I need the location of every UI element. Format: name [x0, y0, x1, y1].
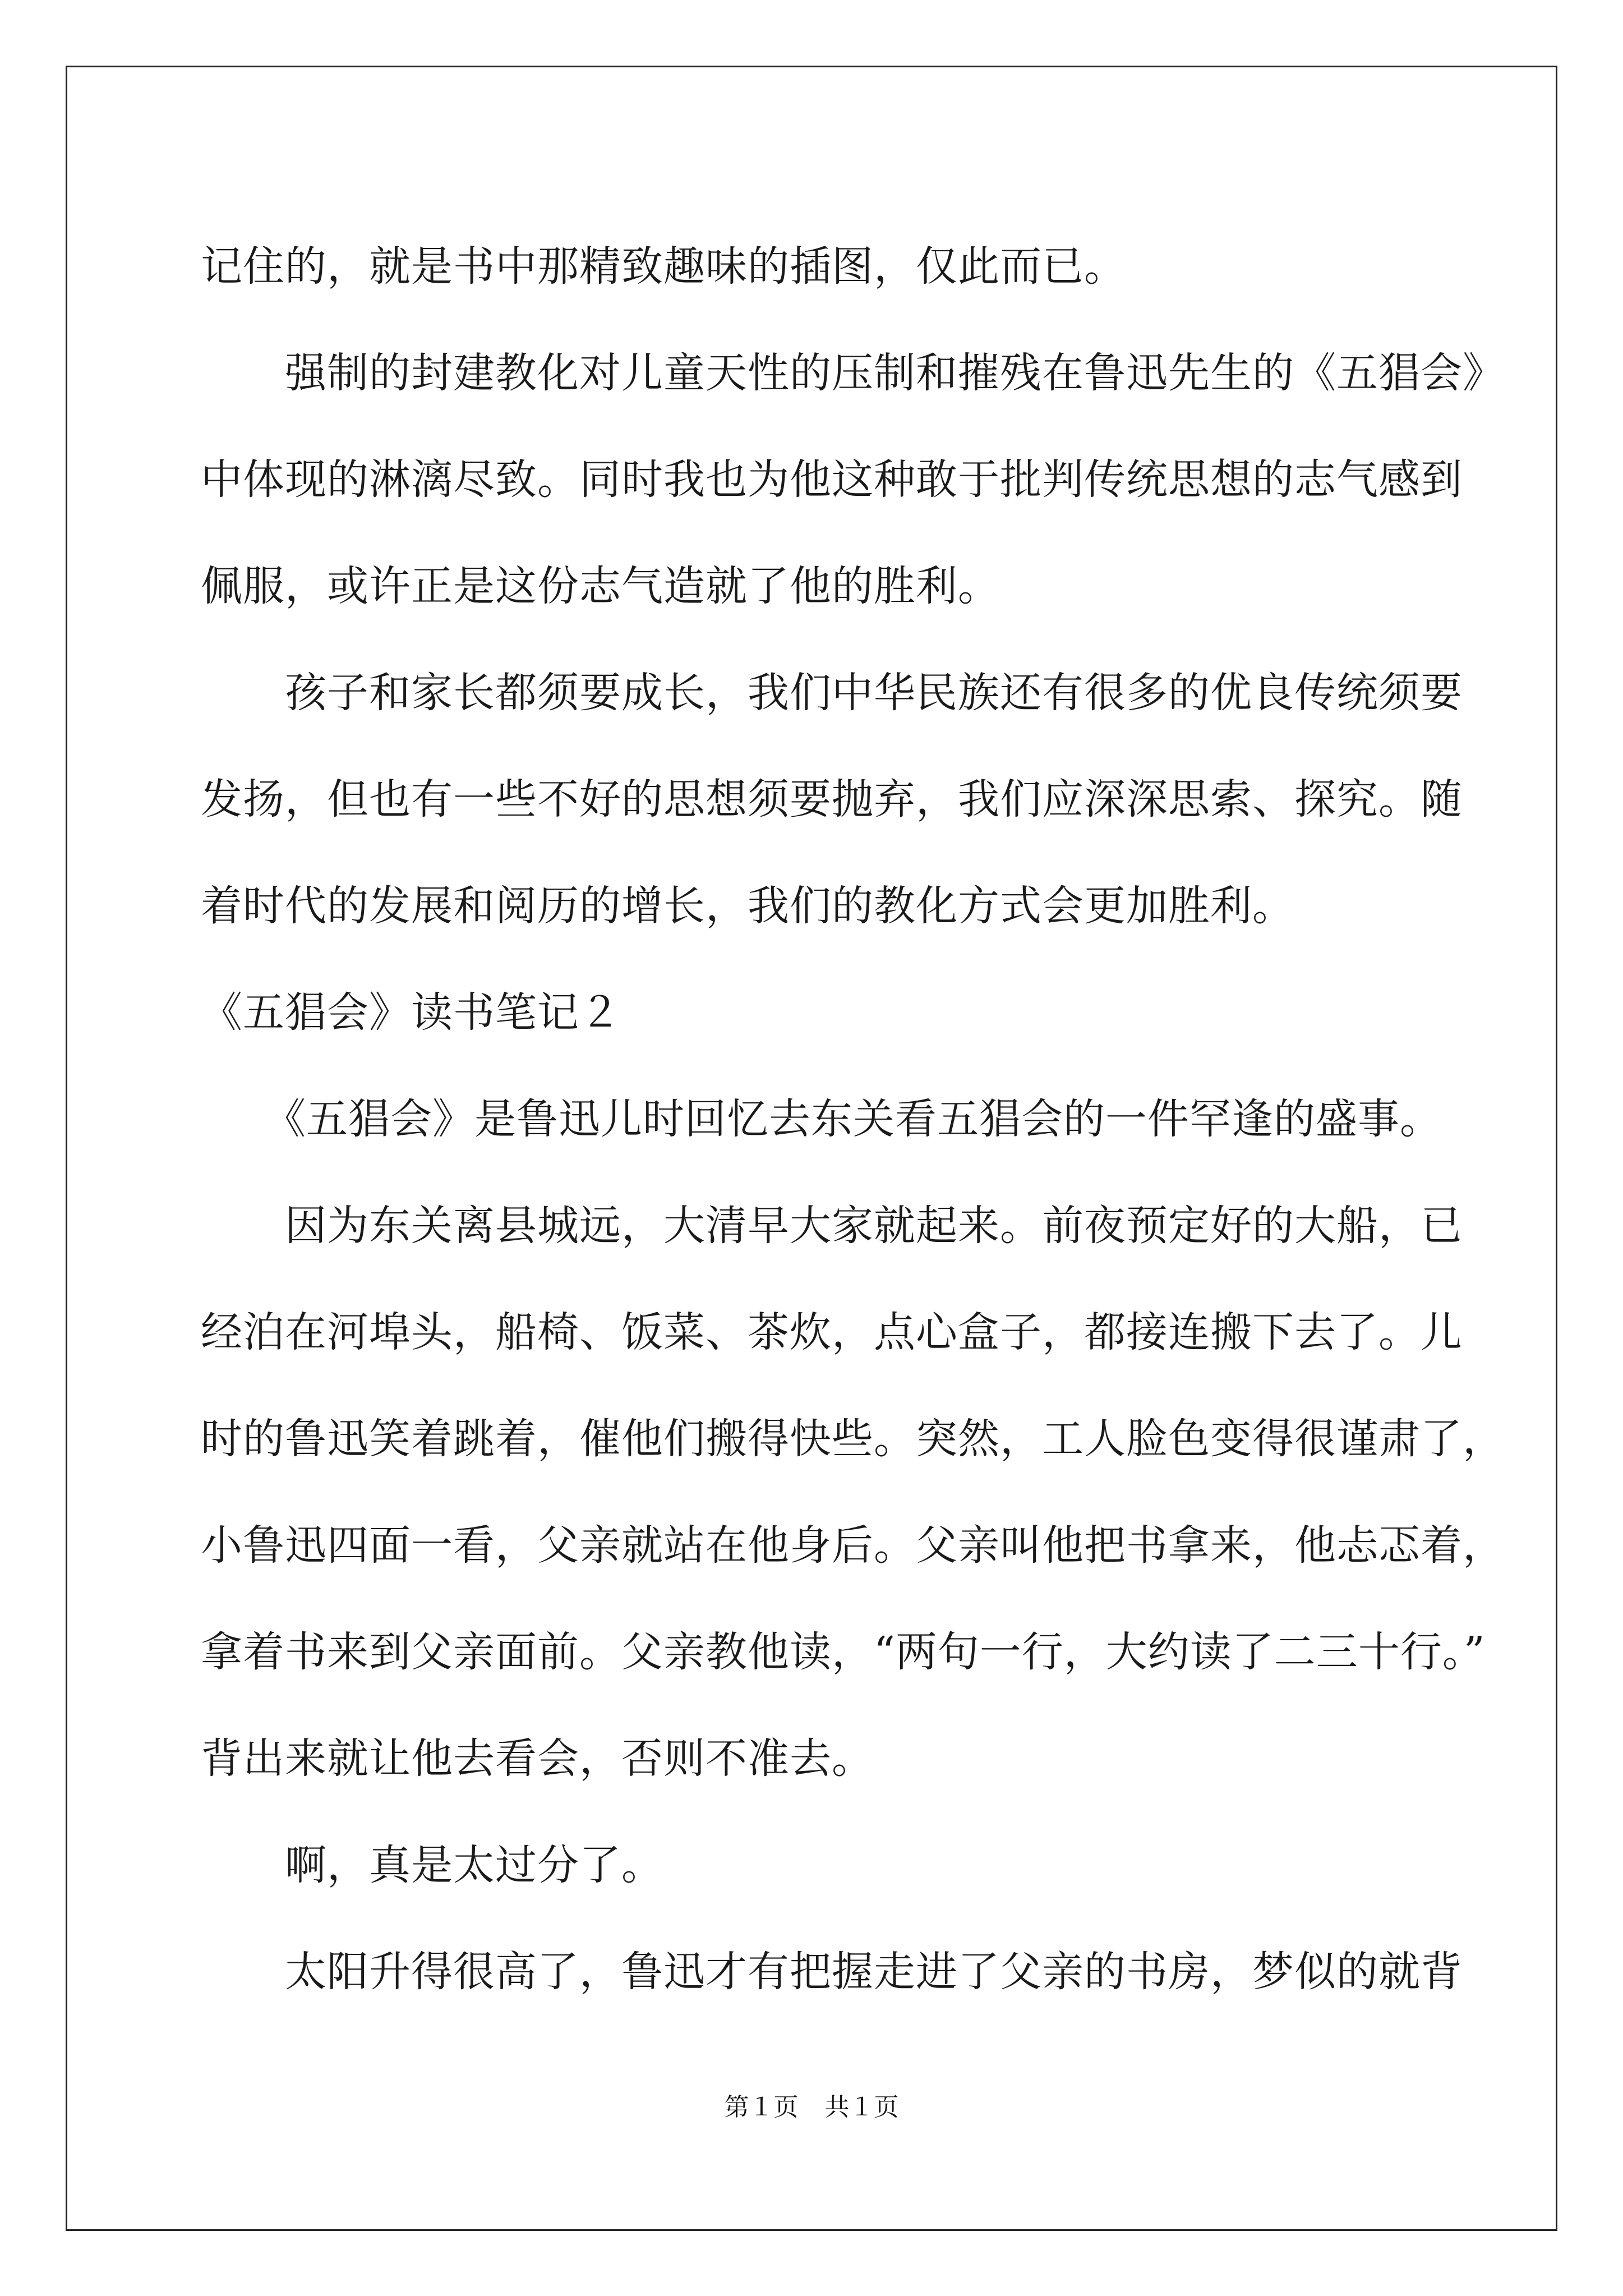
page-number: 第１页 [724, 2093, 799, 2121]
section-title: 《五猖会》读书笔记２ [201, 988, 621, 1037]
document-body [201, 213, 1505, 2025]
text-line-5: 孩子和家长都须要成长，我们中华民族还有很多的优良传统须要 [201, 669, 1463, 717]
text-line-1: 记住的，就是书中那精致趣味的插图，仅此而已。 [201, 242, 1126, 291]
page-footer [0, 2087, 1623, 2123]
text-line-9: 《五猖会》是鲁迅儿时回忆去东关看五猖会的一件罕逢的盛事。 [201, 1095, 1442, 1143]
text-line-12: 时的鲁迅笑着跳着，催他们搬得快些。突然，工人脸色变得很谨肃了， [201, 1415, 1505, 1463]
text-line-16: 啊，真是太过分了。 [201, 1841, 663, 1889]
text-line-14: 拿着书来到父亲面前。父亲教他读，“两句一行，大约读了二三十行。” [201, 1628, 1486, 1676]
text-line-3: 中体现的淋漓尽致。同时我也为他这种敢于批判传统思想的志气感到 [201, 455, 1463, 504]
text-line-17: 太阳升得很高了，鲁迅才有把握走进了父亲的书房，梦似的就背 [201, 1948, 1463, 1996]
text-line-13: 小鲁迅四面一看，父亲就站在他身后。父亲叫他把书拿来，他忐忑着， [201, 1521, 1505, 1570]
text-line-11: 经泊在河埠头，船椅、饭菜、茶炊，点心盒子，都接连搬下去了。儿 [201, 1308, 1463, 1356]
text-line-7: 着时代的发展和阅历的增长，我们的教化方式会更加胜利。 [201, 882, 1294, 930]
text-line-10: 因为东关离县城远，大清早大家就起来。前夜预定好的大船，已 [201, 1202, 1463, 1250]
text-line-4: 佩服，或许正是这份志气造就了他的胜利。 [201, 562, 1000, 610]
text-line-15: 背出来就让他去看会，否则不准去。 [201, 1734, 874, 1783]
page-total: 共１页 [824, 2093, 899, 2121]
text-line-6: 发扬，但也有一些不好的思想须要抛弃，我们应深深思索、探究。随 [201, 775, 1463, 823]
text-line-2: 强制的封建教化对儿童天性的压制和摧残在鲁迅先生的《五猖会》 [201, 349, 1505, 397]
